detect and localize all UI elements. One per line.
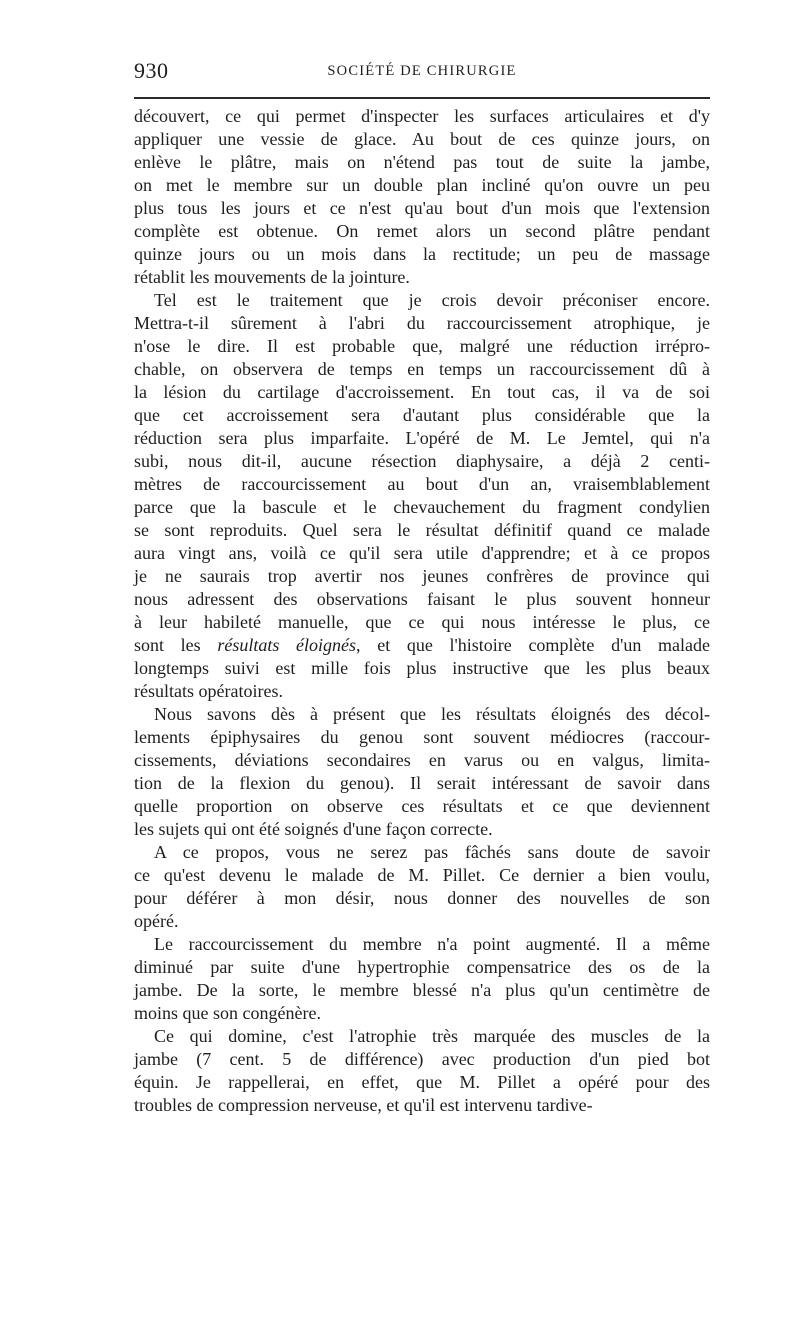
text-line: rétablit les mouvements de la jointure. [134, 267, 410, 287]
text-line: subi, nous dit-il, aucune résection diaphysaire, a déjà 2 centi- [134, 451, 710, 471]
paragraph [134, 289, 710, 703]
text-line: quinze jours ou un mois dans la rectitude; un peu de massage [134, 244, 710, 264]
text-line: aura vingt ans, voilà ce qu'il sera utile d'apprendre; et à ce propos [134, 543, 710, 563]
text-line: longtemps suivi est mille fois plus instructive que les plus beaux [134, 658, 710, 678]
text-line: on met le membre sur un double plan incliné qu'on ouvre un peu [134, 175, 710, 195]
page-header [134, 58, 710, 88]
text-line: équin. Je rappellerai, en effet, que M. Pillet a opéré pour des [134, 1072, 710, 1092]
header-rule [134, 97, 710, 99]
text-line: plus tous les jours et ce n'est qu'au bout d'un mois que l'extension [134, 198, 710, 218]
text-line: chable, on observera de temps en temps un raccourcissement dû à [134, 359, 710, 379]
text-line: diminué par suite d'une hypertrophie compensatrice des os de la [134, 957, 710, 977]
paragraph [134, 1025, 710, 1117]
text-line: complète est obtenue. On remet alors un second plâtre pendant [134, 221, 710, 241]
paragraph [134, 105, 710, 289]
text-line: résultats opératoires. [134, 681, 283, 701]
text-line: cissements, déviations secondaires en varus ou en valgus, limita- [134, 750, 710, 770]
text-line: sont les résultats éloignés, et que l'histoire complète d'un malade [134, 635, 710, 655]
text-line: opéré. [134, 911, 179, 931]
text-line: que cet accroissement sera d'autant plus considérable que la [134, 405, 710, 425]
text-line: Tel est le traitement que je crois devoir préconiser encore. [154, 290, 710, 310]
paragraph [134, 703, 710, 841]
text-line: Ce qui domine, c'est l'atrophie très marquée des muscles de la [154, 1026, 710, 1046]
text-line: appliquer une vessie de glace. Au bout de ces quinze jours, on [134, 129, 710, 149]
text-line: Nous savons dès à présent que les résultats éloignés des décol- [154, 704, 710, 724]
text-line: Mettra-t-il sûrement à l'abri du raccourcissement atrophique, je [134, 313, 710, 333]
text-line: quelle proportion on observe ces résultats et ce que deviennent [134, 796, 710, 816]
text-line: ce qu'est devenu le malade de M. Pillet. Ce dernier a bien voulu, [134, 865, 710, 885]
text-line: se sont reproduits. Quel sera le résultat définitif quand ce malade [134, 520, 710, 540]
paragraph [134, 933, 710, 1025]
text-line: enlève le plâtre, mais on n'étend pas tout de suite la jambe, [134, 152, 710, 172]
text-line: réduction sera plus imparfaite. L'opéré de M. Le Jemtel, qui n'a [134, 428, 710, 448]
text-line: moins que son congénère. [134, 1003, 321, 1023]
text-line: troubles de compression nerveuse, et qu'il est intervenu tardive- [134, 1095, 593, 1115]
text-line: nous adressent des observations faisant le plus souvent honneur [134, 589, 710, 609]
text-line: découvert, ce qui permet d'inspecter les surfaces articulaires et d'y [134, 106, 710, 126]
text-line: jambe (7 cent. 5 de différence) avec production d'un pied bot [134, 1049, 710, 1069]
text-line: je ne saurais trop avertir nos jeunes confrères de province qui [134, 566, 710, 586]
text-line: parce que la bascule et le chevauchement du fragment condylien [134, 497, 710, 517]
text-line: pour déférer à mon désir, nous donner des nouvelles de son [134, 888, 710, 908]
running-head: SOCIÉTÉ DE CHIRURGIE [327, 63, 517, 79]
text-line: les sujets qui ont été soignés d'une façon correcte. [134, 819, 493, 839]
text-line: n'ose le dire. Il est probable que, malgré une réduction irrépro- [134, 336, 710, 356]
text-line: à leur habileté manuelle, que ce qui nous intéresse le plus, ce [134, 612, 710, 632]
page-number: 930 [134, 58, 169, 83]
text-line: mètres de raccourcissement au bout d'un an, vraisemblablement [134, 474, 710, 494]
text-line: Le raccourcissement du membre n'a point augmenté. Il a même [154, 934, 710, 954]
text-line: jambe. De la sorte, le membre blessé n'a plus qu'un centimètre de [134, 980, 710, 1000]
text-line: la lésion du cartilage d'accroissement. En tout cas, il va de soi [134, 382, 710, 402]
paragraph [134, 841, 710, 933]
text-line: tion de la flexion du genou). Il serait intéressant de savoir dans [134, 773, 710, 793]
body-text [134, 105, 710, 1117]
text-line: A ce propos, vous ne serez pas fâchés sans doute de savoir [154, 842, 710, 862]
text-line: lements épiphysaires du genou sont souvent médiocres (raccour- [134, 727, 710, 747]
